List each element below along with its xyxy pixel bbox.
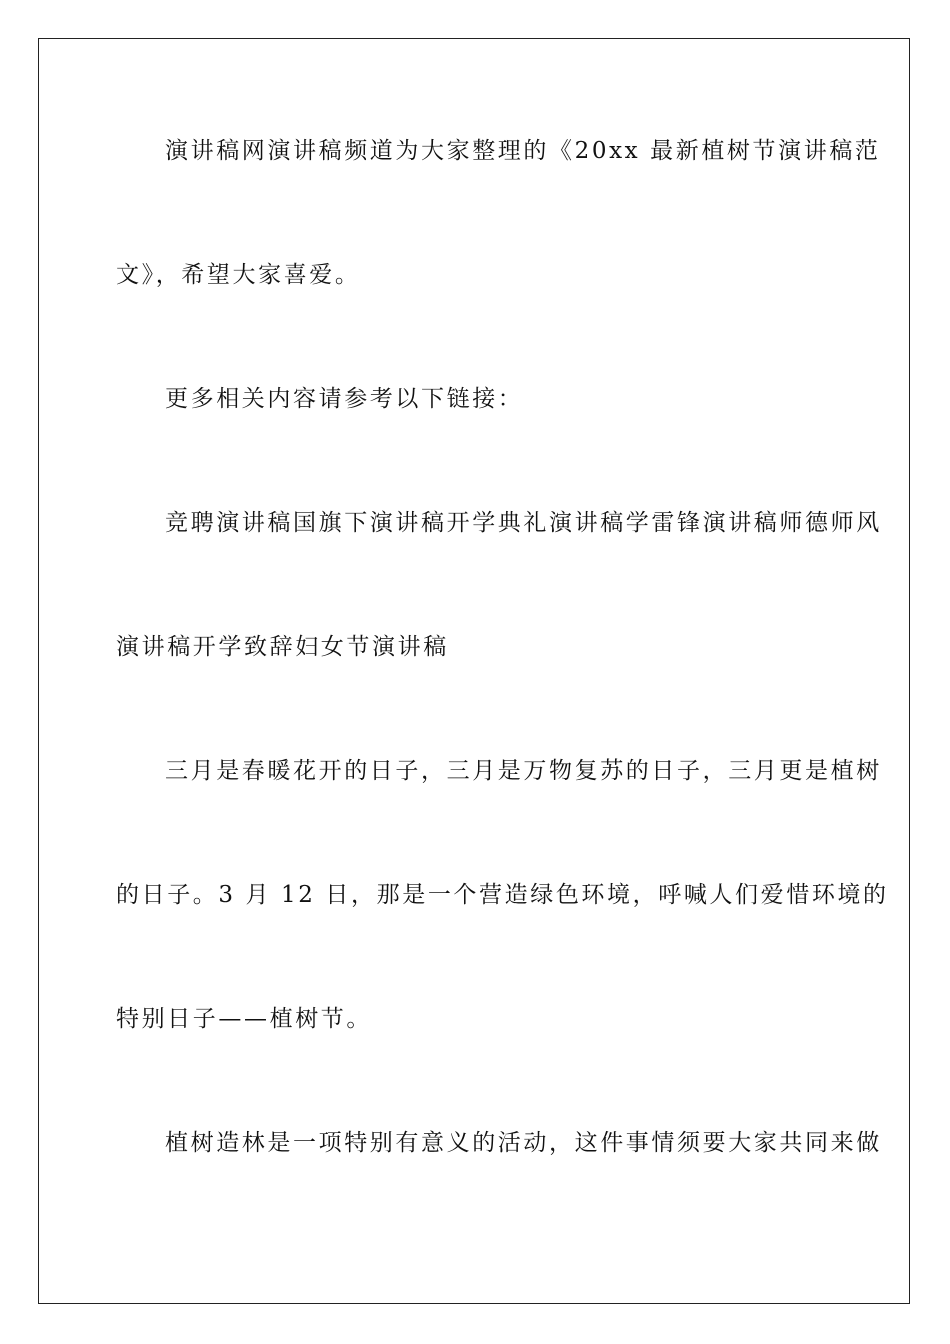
paragraph-4-line-3: 特别日子——植树节。 xyxy=(116,1006,372,1032)
paragraph-3-line-1: 竞聘演讲稿国旗下演讲稿开学典礼演讲稿学雷锋演讲稿师德师风 xyxy=(165,510,882,536)
page-frame xyxy=(38,38,910,1304)
paragraph-1-line-2: 文》，希望大家喜爱。 xyxy=(116,262,361,288)
paragraph-5-line-1: 植树造林是一项特别有意义的活动，这件事情须要大家共同来做 xyxy=(165,1130,882,1156)
paragraph-1-line-1: 演讲稿网演讲稿频道为大家整理的《20xx 最新植树节演讲稿范 xyxy=(165,138,881,164)
paragraph-4-line-1: 三月是春暖花开的日子，三月是万物复苏的日子，三月更是植树 xyxy=(165,758,882,784)
paragraph-4-line-2: 的日子。3 月 12 日，那是一个营造绿色环境，呼喊人们爱惜环境的 xyxy=(116,882,889,908)
paragraph-2-line-1: 更多相关内容请参考以下链接： xyxy=(165,386,524,412)
paragraph-3-line-2: 演讲稿开学致辞妇女节演讲稿 xyxy=(116,634,449,660)
